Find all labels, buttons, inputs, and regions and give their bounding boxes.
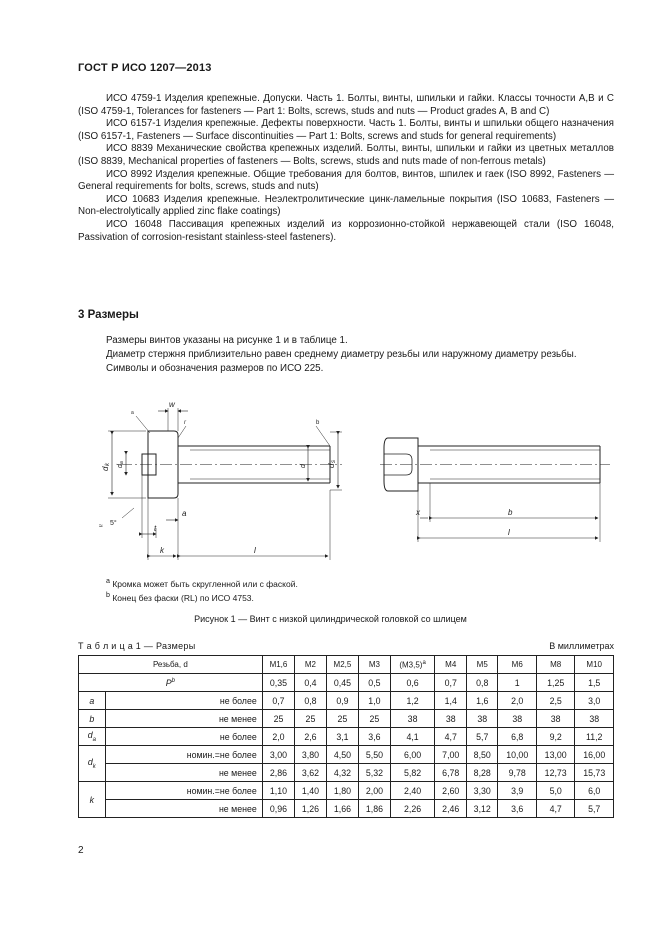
- value-cell: 2,60: [435, 782, 467, 800]
- value-cell: 1: [498, 674, 536, 692]
- label-a: a: [131, 410, 134, 416]
- label-r: r: [184, 420, 186, 426]
- value-cell: 3,6: [498, 800, 536, 818]
- value-cell: 16,00: [575, 746, 614, 764]
- value-cell: 38: [466, 710, 498, 728]
- label-da-sub: a: [119, 461, 125, 464]
- qualifier-cell: не менее: [105, 764, 262, 782]
- value-cell: 0,45: [326, 674, 358, 692]
- label-x: x: [416, 508, 420, 517]
- label-dk: d: [101, 466, 110, 471]
- note-b-text: Конец без фаски (RL) по ИСО 4753.: [112, 592, 254, 603]
- size-header: M3: [359, 656, 391, 674]
- value-cell: 6,8: [498, 728, 536, 746]
- size-header: M6: [498, 656, 536, 674]
- value-cell: 4,32: [326, 764, 358, 782]
- label-d: d: [300, 464, 307, 468]
- dimensions-table: [78, 655, 614, 818]
- size-header: M8: [536, 656, 574, 674]
- qualifier-cell: не более: [105, 728, 262, 746]
- value-cell: 6,0: [575, 782, 614, 800]
- section-body: [78, 334, 614, 376]
- table-row: [79, 764, 614, 782]
- table-row: [79, 782, 614, 800]
- value-cell: 11,2: [575, 728, 614, 746]
- value-cell: 12,73: [536, 764, 574, 782]
- symbol-cell: a: [79, 692, 106, 710]
- value-cell: 0,7: [435, 674, 467, 692]
- value-cell: 25: [359, 710, 391, 728]
- value-cell: 0,8: [295, 692, 327, 710]
- table-header-row: [79, 656, 614, 674]
- size-header: M2: [295, 656, 327, 674]
- value-cell: 1,5: [575, 674, 614, 692]
- page-number: 2: [78, 845, 84, 856]
- symbol-cell: k: [79, 782, 106, 818]
- qualifier-cell: не менее: [105, 710, 262, 728]
- table-caption: Т а б л и ц а 1 — Размеры: [78, 641, 196, 651]
- value-cell: 13,00: [536, 746, 574, 764]
- value-cell: 0,5: [359, 674, 391, 692]
- value-cell: 0,8: [466, 674, 498, 692]
- value-cell: 0,6: [390, 674, 435, 692]
- symbol-cell: b: [79, 710, 106, 728]
- value-cell: 15,73: [575, 764, 614, 782]
- references-list: [78, 93, 614, 244]
- value-cell: 1,0: [359, 692, 391, 710]
- value-cell: 0,4: [295, 674, 327, 692]
- symbol-cell: $d_k$: [79, 746, 106, 782]
- table-row: [79, 692, 614, 710]
- value-cell: 2,40: [390, 782, 435, 800]
- note-a-text: Кромка может быть скругленной или с фаской.: [112, 578, 298, 589]
- value-cell: 5,0: [536, 782, 574, 800]
- reference-item: ИСО 4759-1 Изделия крепежные. Допуски. Часть 1. Болты, винты, шпильки и гайки. Классы точности А,В и С (ISO 4759-1, Tolerances for fasteners — Part 1: Bolts, screws, studs and nuts — Product grades A, B and C): [78, 93, 614, 117]
- section-heading: 3 Размеры: [78, 309, 139, 321]
- reference-item: ИСО 16048 Пассивация крепежных изделий из коррозионно-стойкой нержавеющей стали (ISO 16048, Passivation of corrosion-resistant stainless-steel fasteners).: [78, 218, 614, 243]
- label-t: t: [154, 524, 157, 533]
- value-cell: 1,86: [359, 800, 391, 818]
- note-a: $^a$ Кромка может быть скругленной или с фаской.: [106, 577, 298, 589]
- value-cell: 0,7: [262, 692, 294, 710]
- label-l-right: l: [508, 528, 510, 537]
- value-cell: 6,00: [390, 746, 435, 764]
- value-cell: 3,9: [498, 782, 536, 800]
- size-header: M5: [466, 656, 498, 674]
- qualifier-cell: номин.=не более: [105, 782, 262, 800]
- label-approx: ≈: [99, 523, 103, 530]
- value-cell: 0,96: [262, 800, 294, 818]
- value-cell: 0,9: [326, 692, 358, 710]
- document-header: ГОСТ Р ИСО 1207—2013: [78, 62, 212, 74]
- reference-item: ИСО 8839 Механические свойства крепежных изделий. Болты, винты, шпильки и гайки из цветных металлов (ISO 8839, Mechanical properties of fasteners — Bolts, screws, studs and nuts made of non-ferrous metals): [78, 143, 614, 167]
- value-cell: 3,0: [575, 692, 614, 710]
- value-cell: 3,00: [262, 746, 294, 764]
- value-cell: 5,50: [359, 746, 391, 764]
- value-cell: 25: [295, 710, 327, 728]
- reference-item: ИСО 8992 Изделия крепежные. Общие требования для болтов, винтов, шпилек и гаек (ISO 8992, Fasteners — General requirements for bolts, screws, studs and nuts): [78, 168, 614, 193]
- value-cell: 38: [536, 710, 574, 728]
- value-cell: 2,00: [359, 782, 391, 800]
- size-header: M10: [575, 656, 614, 674]
- value-cell: 1,10: [262, 782, 294, 800]
- size-header: M1,6: [262, 656, 294, 674]
- label-l: l: [254, 546, 256, 555]
- value-cell: 1,66: [326, 800, 358, 818]
- value-cell: 9,2: [536, 728, 574, 746]
- value-cell: 3,1: [326, 728, 358, 746]
- value-cell: 3,6: [359, 728, 391, 746]
- value-cell: 8,50: [466, 746, 498, 764]
- label-da: d: [117, 464, 124, 468]
- value-cell: 1,6: [466, 692, 498, 710]
- table-units: В миллиметрах: [549, 641, 614, 651]
- reference-item: ИСО 10683 Изделия крепежные. Неэлектролитические цинк-ламельные покрытия (ISO 10683, Fasteners — Non-electrolytically applied zinc flake coatings): [78, 193, 614, 218]
- value-cell: 4,7: [435, 728, 467, 746]
- table-row: [79, 710, 614, 728]
- value-cell: 7,00: [435, 746, 467, 764]
- size-header: M4: [435, 656, 467, 674]
- paragraph: Размеры винтов указаны на рисунке 1 и в таблице 1.: [106, 335, 348, 346]
- value-cell: 1,25: [536, 674, 574, 692]
- label-a-bottom: a: [182, 509, 187, 518]
- value-cell: 5,82: [390, 764, 435, 782]
- table-row: [79, 746, 614, 764]
- size-header: $(M3,5)^a$: [390, 656, 435, 674]
- value-cell: 10,00: [498, 746, 536, 764]
- paragraph: Диаметр стержня приблизительно равен среднему диаметру резьбы или наружному диаметру резьбы.: [106, 349, 577, 360]
- qualifier-cell: номин.=не более: [105, 746, 262, 764]
- value-cell: 2,6: [295, 728, 327, 746]
- value-cell: 38: [390, 710, 435, 728]
- value-cell: 38: [435, 710, 467, 728]
- table-row: [79, 674, 614, 692]
- thread-header: Резьба, d: [79, 656, 263, 674]
- table-row: [79, 728, 614, 746]
- value-cell: 1,40: [295, 782, 327, 800]
- value-cell: 6,78: [435, 764, 467, 782]
- value-cell: 2,0: [498, 692, 536, 710]
- paragraph: Символы и обозначения размеров по ИСО 225.: [106, 363, 324, 374]
- value-cell: 3,30: [466, 782, 498, 800]
- value-cell: 38: [498, 710, 536, 728]
- value-cell: 1,4: [435, 692, 467, 710]
- value-cell: 4,7: [536, 800, 574, 818]
- screw-drawing: [80, 398, 620, 573]
- value-cell: 25: [326, 710, 358, 728]
- value-cell: 1,2: [390, 692, 435, 710]
- label-w: w: [169, 400, 175, 409]
- qualifier-cell: не менее: [105, 800, 262, 818]
- label-b-right: b: [508, 508, 513, 517]
- table-row: [79, 800, 614, 818]
- label-ds: d: [327, 463, 336, 468]
- value-cell: 2,26: [390, 800, 435, 818]
- symbol-cell: $P^b$: [79, 674, 263, 692]
- value-cell: 9,78: [498, 764, 536, 782]
- value-cell: 1,26: [295, 800, 327, 818]
- figure-notes: [106, 576, 298, 604]
- label-dk-sub: k: [105, 463, 111, 466]
- value-cell: 4,50: [326, 746, 358, 764]
- value-cell: 0,35: [262, 674, 294, 692]
- value-cell: 5,32: [359, 764, 391, 782]
- value-cell: 3,12: [466, 800, 498, 818]
- note-b: $^b$ Конец без фаски (RL) по ИСО 4753.: [106, 590, 254, 603]
- label-ds-sub: s: [331, 460, 337, 463]
- value-cell: 2,5: [536, 692, 574, 710]
- value-cell: 2,0: [262, 728, 294, 746]
- label-k: k: [160, 546, 164, 555]
- value-cell: 2,46: [435, 800, 467, 818]
- value-cell: 2,86: [262, 764, 294, 782]
- value-cell: 4,1: [390, 728, 435, 746]
- value-cell: 8,28: [466, 764, 498, 782]
- value-cell: 3,80: [295, 746, 327, 764]
- qualifier-cell: не более: [105, 692, 262, 710]
- value-cell: 5,7: [575, 800, 614, 818]
- value-cell: 3,62: [295, 764, 327, 782]
- reference-item: ИСО 6157-1 Изделия крепежные. Дефекты поверхности. Часть 1. Болты, винты и шпильки общего назначения (ISO 6157-1, Fasteners — Surface discontinuities — Part 1: Bolts, screws and studs for general requirements): [78, 118, 614, 142]
- label-angle: 5°: [110, 520, 117, 527]
- symbol-cell: $d_a$: [79, 728, 106, 746]
- figure-caption: Рисунок 1 — Винт с низкой цилиндрической головкой со шлицем: [194, 614, 467, 624]
- value-cell: 38: [575, 710, 614, 728]
- value-cell: 25: [262, 710, 294, 728]
- value-cell: 1,80: [326, 782, 358, 800]
- size-header: M2,5: [326, 656, 358, 674]
- value-cell: 5,7: [466, 728, 498, 746]
- label-b: b: [316, 420, 320, 426]
